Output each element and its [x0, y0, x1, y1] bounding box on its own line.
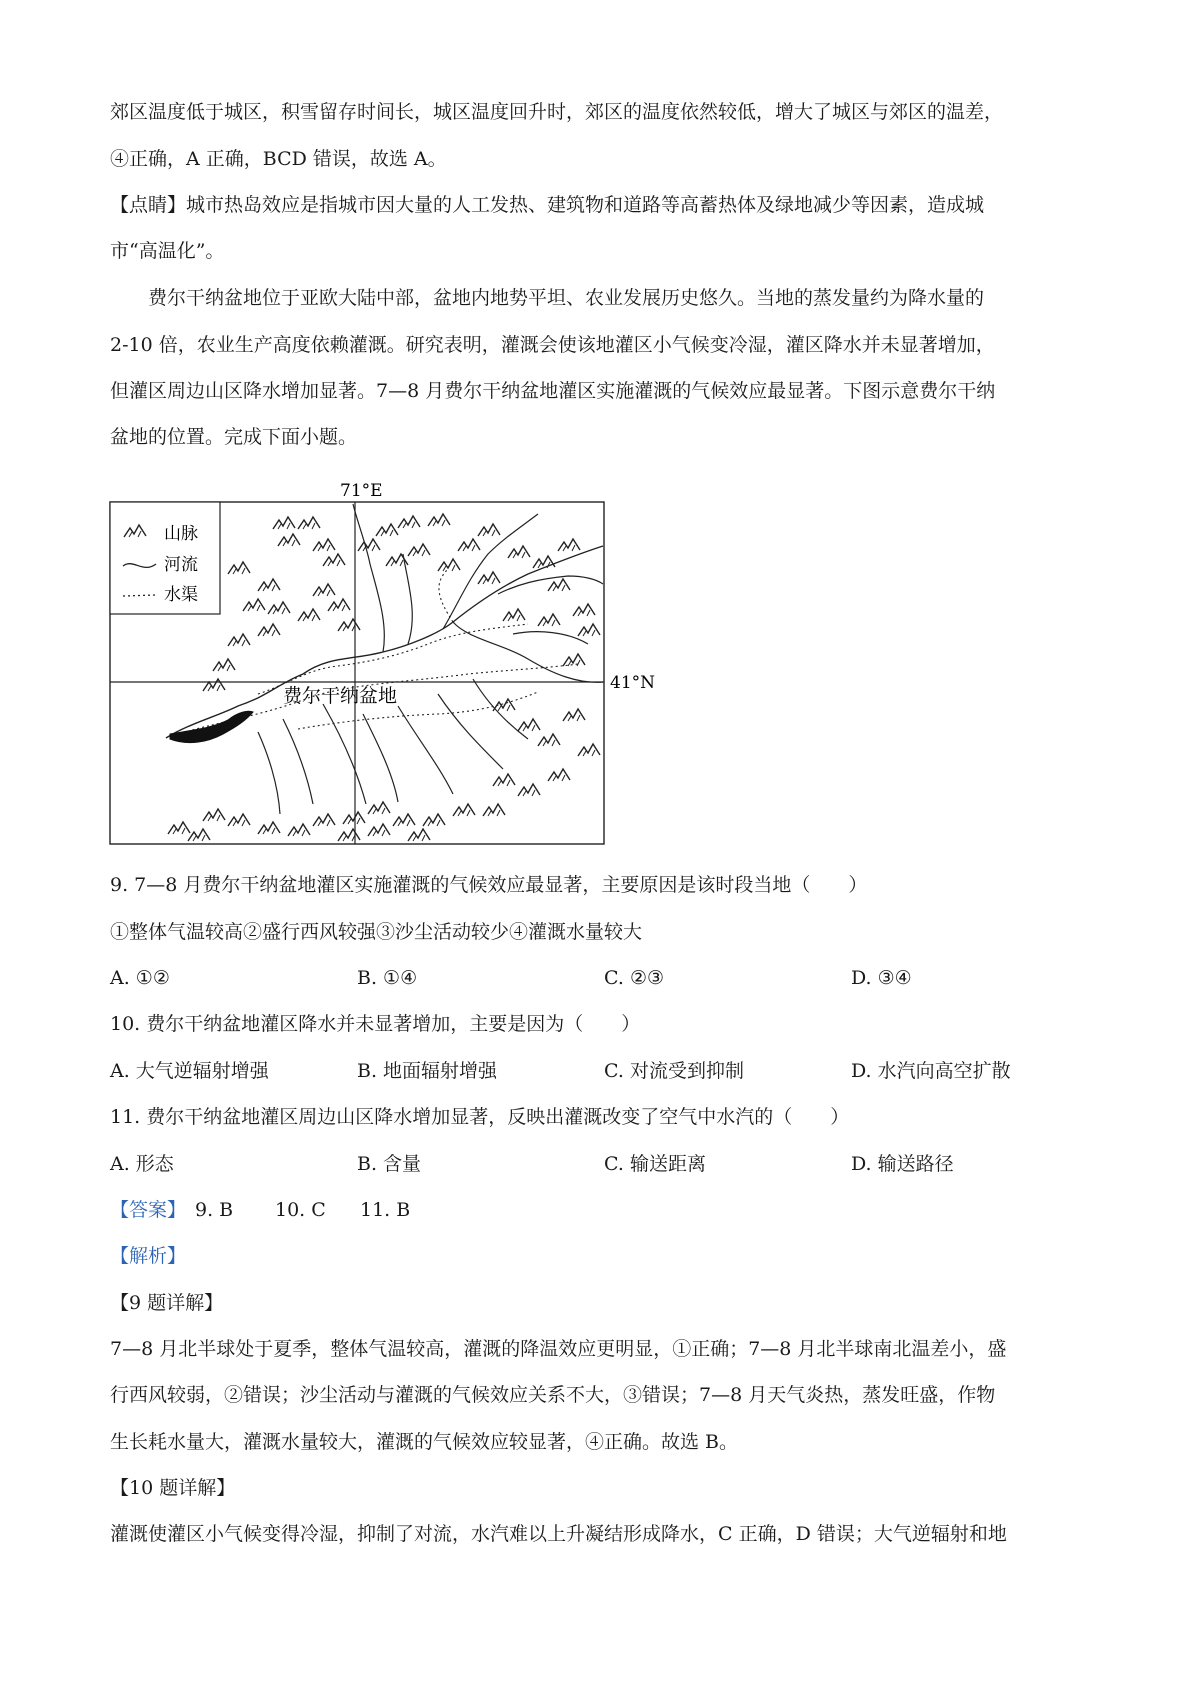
q10-option-a[interactable]: A. 大气逆辐射增强 [110, 1060, 269, 1082]
river-south-2 [283, 719, 313, 804]
intro-line-4: 市“高温化”。 [110, 240, 225, 262]
passage-line-1: 费尔干纳盆地位于亚欧大陆中部，盆地内地势平坦、农业发展历史悠久。当地的蒸发量约为降水量的 [148, 287, 985, 309]
passage-line-3: 但灌区周边山区降水增加显著。7—8 月费尔干纳盆地灌区实施灌溉的气候效应最显著。下图示意费尔干纳 [110, 380, 996, 402]
q11-stem: 11. 费尔干纳盆地灌区周边山区降水增加显著，反映出灌溉改变了空气中水汽的（ ） [110, 1106, 850, 1128]
intro-line-3: 【点睛】城市热岛效应是指城市因大量的人工发热、建筑物和道路等高蓄热体及绿地减少等因素，造成城 [110, 194, 985, 216]
detail9-line-3: 生长耗水量大，灌溉水量较大，灌溉的气候效应较显著，④正确。故选 B。 [110, 1431, 739, 1453]
river-east-2 [513, 632, 588, 644]
passage-line-4: 盆地的位置。完成下面小题。 [110, 426, 358, 448]
intro-line-1: 郊区温度低于城区，积雪留存时间长，城区温度回升时，郊区的温度依然较低，增大了城区与郊区的温差， [110, 101, 1004, 123]
answer-10: 10. C [275, 1199, 326, 1221]
legend-river-label: 河流 [164, 555, 198, 575]
q10-option-c[interactable]: C. 对流受到抑制 [604, 1060, 744, 1082]
river-south-6 [438, 694, 503, 769]
q10-option-d[interactable]: D. 水汽向高空扩散 [851, 1060, 1011, 1082]
q9-stem: 9. 7—8 月费尔干纳盆地灌区实施灌溉的气候效应最显著，主要原因是该时段当地（ ） [110, 874, 868, 896]
detail10-title: 【10 题详解】 [110, 1477, 236, 1499]
river-south-3 [323, 704, 366, 804]
q9-option-c[interactable]: C. ②③ [604, 967, 665, 989]
q11-option-b[interactable]: B. 含量 [357, 1153, 422, 1175]
longitude-label: 71°E [340, 481, 383, 501]
latitude-label: 41°N [610, 673, 656, 693]
basin-label: 费尔干纳盆地 [283, 685, 398, 707]
river-south-5 [398, 706, 453, 794]
answer-9: 9. B [195, 1199, 234, 1221]
legend-canal-label: 水渠 [164, 585, 198, 605]
passage-line-2: 2-10 倍，农业生产高度依赖灌溉。研究表明，灌溉会使该地灌区小气候变冷湿，灌区降水并未显著增加， [110, 334, 995, 356]
detail9-title: 【9 题详解】 [110, 1292, 224, 1314]
q10-option-b[interactable]: B. 地面辐射增强 [357, 1060, 498, 1082]
analysis-label: 【解析】 [110, 1245, 187, 1267]
detail9-line-2: 行西风较弱，②错误；沙尘活动与灌溉的气候效应关系不大，③错误；7—8 月天气炎热，蒸发旺盛，作物 [110, 1384, 996, 1406]
detail9-line-1: 7—8 月北半球处于夏季，整体气温较高，灌溉的降温效应更明显，①正确；7—8 月北半球南北温差小，盛 [110, 1338, 1007, 1360]
q11-option-d[interactable]: D. 输送路径 [851, 1153, 954, 1175]
answer-label: 【答案】 [110, 1199, 187, 1221]
q10-stem: 10. 费尔干纳盆地灌区降水并未显著增加，主要是因为（ ） [110, 1013, 641, 1035]
q9-option-b[interactable]: B. ①④ [357, 967, 418, 989]
reservoir [170, 711, 253, 742]
q11-option-c[interactable]: C. 输送距离 [604, 1153, 706, 1175]
q11-option-a[interactable]: A. 形态 [110, 1153, 174, 1175]
answer-11: 11. B [360, 1199, 411, 1221]
q9-option-d[interactable]: D. ③④ [851, 967, 912, 989]
river-south-1 [258, 732, 280, 814]
river-north-3 [443, 514, 538, 629]
river-south-7 [473, 679, 528, 739]
river-north-2 [403, 554, 412, 644]
mountain-symbols [168, 514, 600, 841]
river-north-1 [353, 504, 384, 652]
river-north-4 [498, 576, 603, 594]
legend-mountain-label: 山脉 [164, 524, 198, 544]
q9-items: ①整体气温较高②盛行西风较强③沙尘活动较少④灌溉水量较大 [110, 921, 643, 943]
fergana-basin-map [108, 481, 656, 846]
intro-line-2: ④正确，A 正确，BCD 错误，故选 A。 [110, 148, 447, 170]
canal-north [258, 624, 528, 694]
map-figure [108, 481, 656, 846]
q9-option-a[interactable]: A. ①② [110, 967, 170, 989]
river-south-4 [363, 714, 398, 802]
detail10-line-1: 灌溉使灌区小气候变得冷湿，抑制了对流，水汽难以上升凝结形成降水，C 正确，D 错误；大气逆辐射和地 [110, 1523, 1007, 1545]
